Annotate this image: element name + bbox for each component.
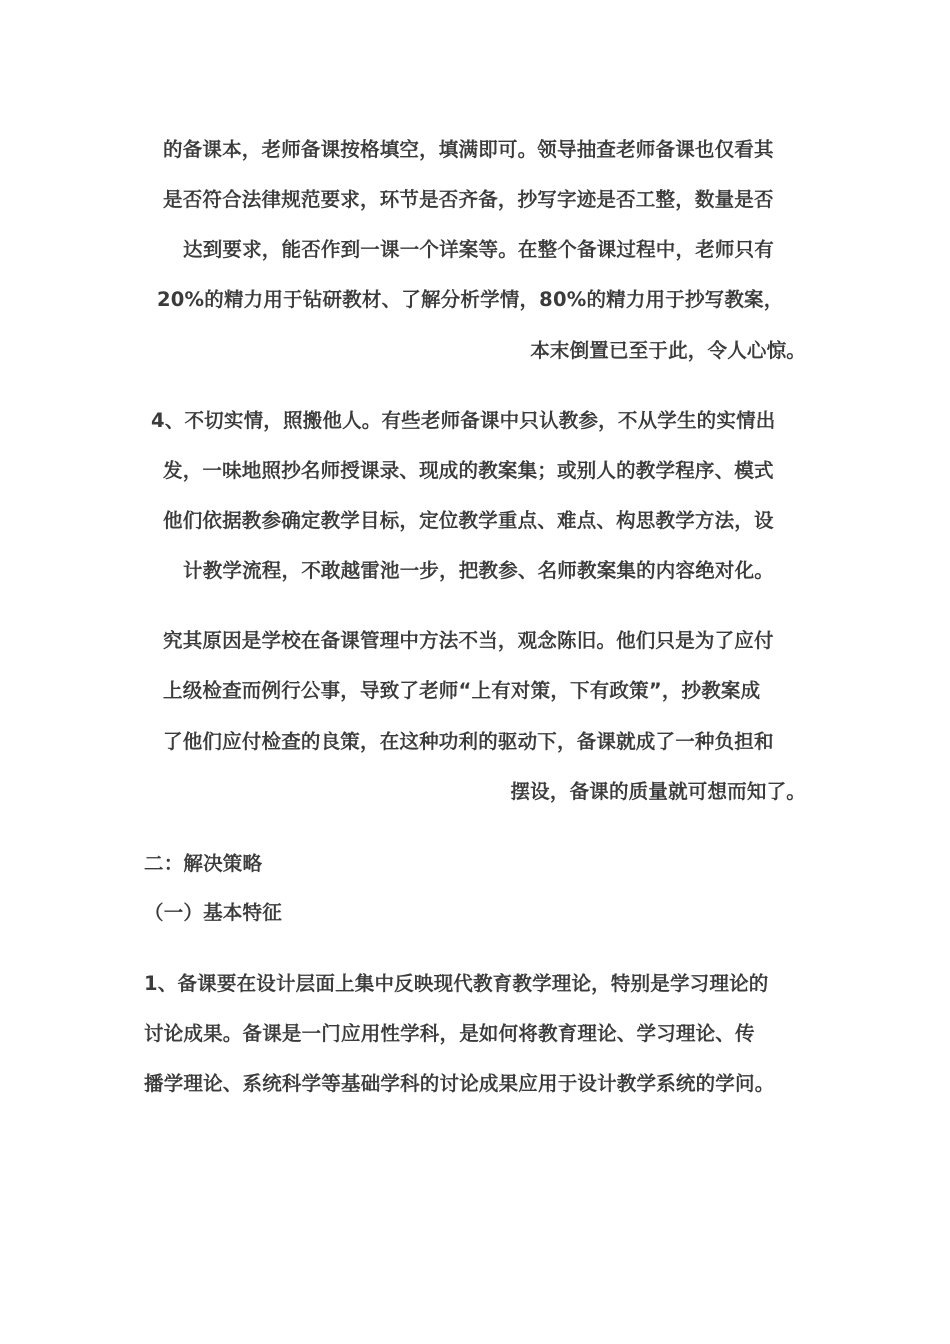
text-line: 讨论成果。备课是一门应用性学科，是如何将教育理论、学习理论、传 (144, 1022, 755, 1045)
text-line: 上级检查而例行公事，导致了老师“上有对策，下有政策”，抄教案成 (163, 679, 761, 702)
text-line: 计教学流程，不敢越雷池一步，把教参、名师教案集的内容绝对化。 (183, 559, 775, 582)
text-line: 究其原因是学校在备课管理中方法不当，观念陈旧。他们只是为了应付 (163, 629, 774, 652)
text-line: 本末倒置已至于此，令人心惊。 (530, 339, 806, 362)
subsection-heading: （一）基本特征 (144, 901, 282, 924)
text-line: 是否符合法律规范要求，环节是否齐备，抄写字迹是否工整，数量是否 (163, 188, 774, 211)
text-line: 摆设，备课的质量就可想而知了。 (510, 780, 806, 803)
text-line: 了他们应付检查的良策，在这种功利的驱动下，备课就成了一种负担和 (163, 730, 774, 753)
text-line: 他们依据教参确定教学目标，定位教学重点、难点、构思教学方法，设 (163, 509, 774, 532)
text-line: 发，一味地照抄名师授课录、现成的教案集；或别人的教学程序、模式 (163, 459, 774, 482)
text-line: 达到要求，能否作到一课一个详案等。在整个备课过程中，老师只有 (183, 238, 775, 261)
text-line: 4、不切实情，照搬他人。有些老师备课中只认教参，不从学生的实情出 (151, 409, 776, 432)
text-line: 的备课本，老师备课按格填空，填满即可。领导抽查老师备课也仅看其 (163, 138, 774, 161)
text-line: 20%的精力用于钻研教材、了解分析学情，80%的精力用于抄写教案， (157, 288, 784, 311)
section-heading: 二：解决策略 (144, 852, 263, 875)
text-line: 播学理论、系统科学等基础学科的讨论成果应用于设计教学系统的学问。 (144, 1072, 775, 1095)
text-line: 1、备课要在设计层面上集中反映现代教育教学理论，特别是学习理论的 (144, 972, 769, 995)
